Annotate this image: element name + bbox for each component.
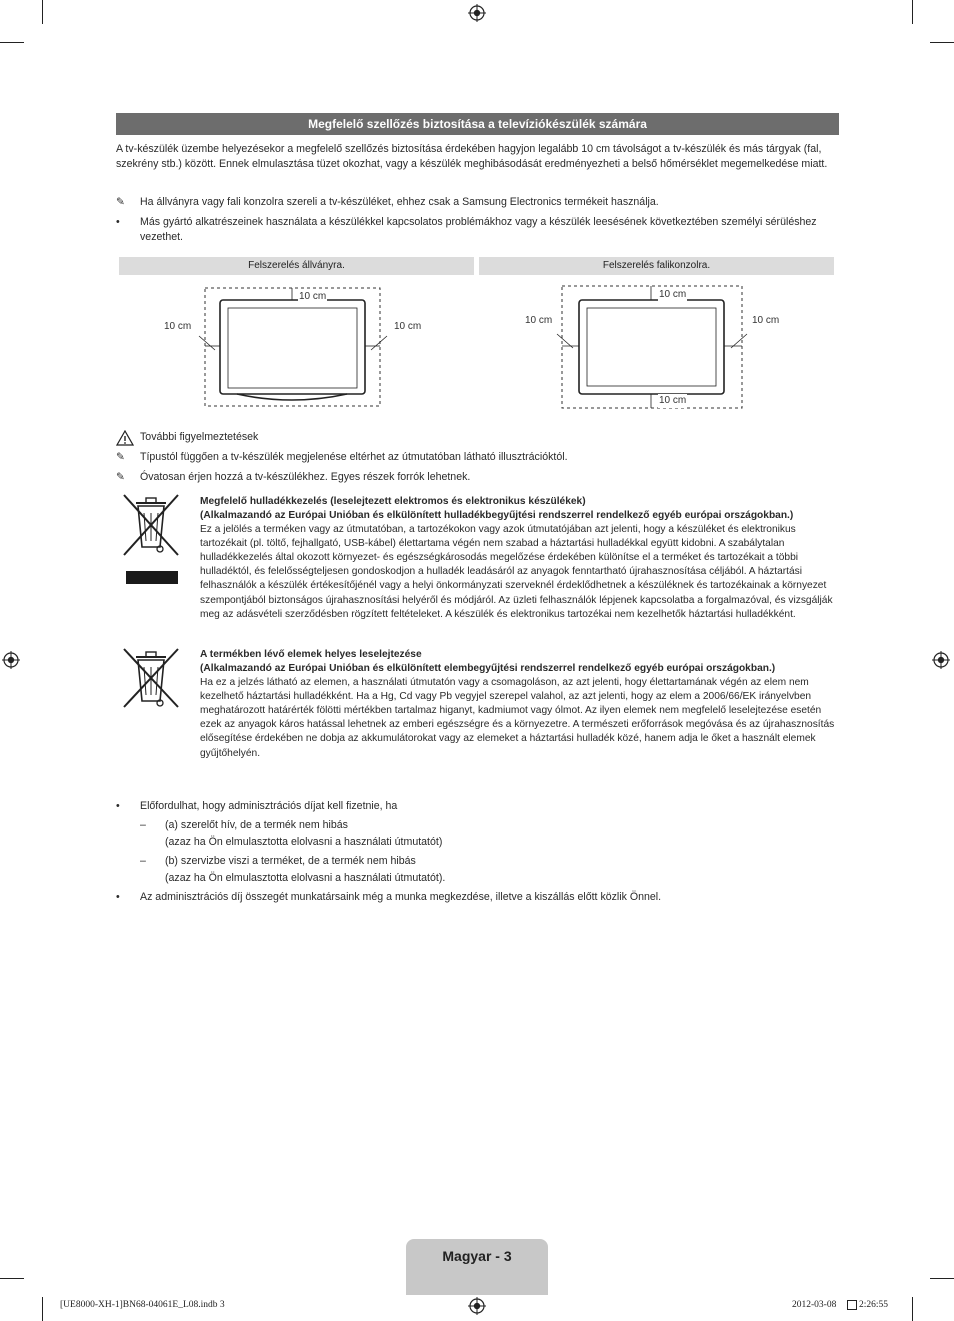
- case-a-line2: (azaz ha Ön elmulasztotta elolvasni a használati útmutatót): [165, 835, 443, 848]
- battery-subtitle: (Alkalmazandó az Európai Unióban és elkülönített elembegyűjtési rendszerrel rendelkező egyéb európai országokban.): [200, 663, 776, 675]
- dim-top-wall: 10 cm: [659, 289, 687, 300]
- bullet-icon: •: [116, 800, 120, 812]
- note-text: Ha állványra vagy fali konzolra szereli a tv-készüléket, ehhez csak a Samsung Electronics termékeit használja.: [140, 196, 659, 208]
- crop-mark: [42, 0, 43, 24]
- wall-mount-diagram: [479, 278, 834, 410]
- bullet-text: Más gyártó alkatrészeinek használata a készülékkel kapcsolatos problémákhoz vagy a készülék leesésének következtében személyi sérüléshez vezethet.: [140, 216, 817, 243]
- section-title: Megfelelő szellőzés biztosítása a televíziókészülék számára: [116, 113, 839, 135]
- registration-mark-icon: [468, 1297, 486, 1315]
- warning-triangle-icon: [116, 430, 134, 446]
- crop-mark: [912, 1297, 913, 1321]
- weee-title: Megfelelő hulladékkezelés (leselejtezett elektromos és elektronikus készülékek): [200, 496, 586, 507]
- dim-bottom-wall: 10 cm: [659, 395, 687, 406]
- battery-body: Ha ez a jelzés látható az elemen, a használati útmutatón vagy a csomagoláson, az azt jelenti, hogy élettartamának végén az elem nem kezelhető háztartási hulladékként. Ha a Hg, Cd vagy Pb vegyjel szerepel valahol, az azt jelenti, hogy az elem a 2006/66/EK irányelvben meghatározott határérték fölötti mértékben tartalmaz higanyt, kadmiumot vagy ólmot. Az ilyen elemek nem megfelelő leselejtezése esetén ezek az anyagok káros hatással lehetnek az emberi egészségre és a környezetre. A természeti erőforrások megóvása és az újrahasznosítás elősegítése érdekében ne dobja az akkumulátorokat vagy az elemeket a háztartási hulladék közé, hanem adja le őket a használt elemek gyűjtőhelyén.: [200, 677, 835, 759]
- case-b-line2: (azaz ha Ön elmulasztotta elolvasni a használati útmutatót).: [165, 871, 446, 884]
- dim-left-wall: 10 cm: [525, 315, 553, 326]
- note-text: Típustól függően a tv-készülék megjelenése eltérhet az útmutatóban látható illusztrációktól.: [140, 451, 568, 463]
- note-pencil-icon: ✎: [116, 196, 125, 208]
- page-number-tab: Magyar - 3: [406, 1239, 548, 1295]
- dash-icon: –: [140, 855, 146, 867]
- bullet-icon: •: [116, 216, 120, 228]
- dim-left-stand: 10 cm: [164, 321, 192, 332]
- footer-date: 2012-03-08: [792, 1300, 837, 1310]
- dash-icon: –: [140, 819, 146, 831]
- battery-block: [200, 648, 838, 761]
- footer-time: 2:26:55: [859, 1300, 889, 1310]
- stand-caption: Felszerelés állványra.: [119, 257, 474, 275]
- weee-black-bar: [126, 571, 178, 584]
- note-pencil-icon: ✎: [116, 471, 125, 483]
- footer-file: [UE8000-XH-1]BN68-04061E_L08.indb 3: [60, 1300, 225, 1310]
- crossed-bin-icon: [122, 493, 180, 557]
- dim-right-stand: 10 cm: [394, 321, 422, 332]
- bullet-text: Az adminisztrációs díj összegét munkatársaink még a munka megkezdése, illetve a kiszállás előtt közlik Önnel.: [140, 891, 662, 903]
- case-a-line1: (a) szerelőt hív, de a termék nem hibás: [165, 819, 348, 831]
- crop-mark: [42, 1297, 43, 1321]
- warnings-title: További figyelmeztetések: [140, 431, 259, 443]
- crop-mark: [930, 42, 954, 43]
- registration-mark-icon: [932, 651, 950, 669]
- stand-mount-diagram: [119, 278, 474, 410]
- weee-block: [200, 495, 838, 622]
- bullet-text: Előfordulhat, hogy adminisztrációs díjat kell fizetnie, ha: [140, 800, 398, 812]
- registration-mark-icon: [468, 4, 486, 22]
- crossed-bin-icon: [122, 647, 180, 709]
- bullet-icon: •: [116, 891, 120, 903]
- dim-top-stand: 10 cm: [299, 291, 327, 302]
- note-text: Óvatosan érjen hozzá a tv-készülékhez. Egyes részek forrók lehetnek.: [140, 471, 471, 483]
- note-pencil-icon: ✎: [116, 451, 125, 463]
- crop-mark: [0, 42, 24, 43]
- case-b-line1: (b) szervizbe viszi a terméket, de a termék nem hibás: [165, 855, 416, 867]
- weee-body: Ez a jelölés a terméken vagy az útmutatóban, a tartozékokon vagy azok útmutatójában azt jelenti, hogy a készüléket és elektronikus tartozékait (pl. töltő, fejhallgató, USB-kábel) élettartama végén nem szabad a háztartási hulladékkal együtt kidobni. A szabálytalan hulladékkezelés által okozott környezet- és egészségkárosodás megelőzése érdekében különítse el a terméket és tartozékait a többi hulladéktól, és felelősségteljesen gondoskodjon a hulladék leadásáról az anyagok fenntartható újrahasznosítása céljából. A háztartási felhasználók a készülék értékesítőjénél vagy a helyi önkormányzati szerveknél érdeklődhetnek a készüléknek és tartozékainak a környezet szempontjából biztonságos újrahasznosítási helyéről és módjáról. Az üzleti felhasználók lépjenek kapcsolatba a forgalmazóval, és vizsgálják meg az adásvételi szerződésben rögzített feltételeket. A készülék és elektronikus tartozékai nem kezelhetők háztartási hulladékként.: [200, 524, 833, 620]
- weee-subtitle: (Alkalmazandó az Európai Unióban és elkülönített hulladékbegyűjtési rendszerrel rendelkező egyéb európai országokban.): [200, 510, 794, 522]
- footer-clock-glyph: [847, 1300, 857, 1310]
- crop-mark: [0, 1278, 24, 1279]
- crop-mark: [930, 1278, 954, 1279]
- registration-mark-icon: [2, 651, 20, 669]
- battery-title: A termékben lévő elemek helyes leselejtezése: [200, 649, 422, 660]
- crop-mark: [912, 0, 913, 24]
- dim-right-wall: 10 cm: [752, 315, 780, 326]
- intro-paragraph: A tv-készülék üzembe helyezésekor a megfelelő szellőzés biztosítása érdekében hagyjon legalább 10 cm távolságot a tv-készülék és más tárgyak (fal, szekrény stb.) között. Ennek elmulasztása tüzet okozhat, vagy a készülék meghibásodását eredményezheti a belső hőmérséklet megemelkedése miatt.: [116, 143, 828, 170]
- wall-caption: Felszerelés falikonzolra.: [479, 257, 834, 275]
